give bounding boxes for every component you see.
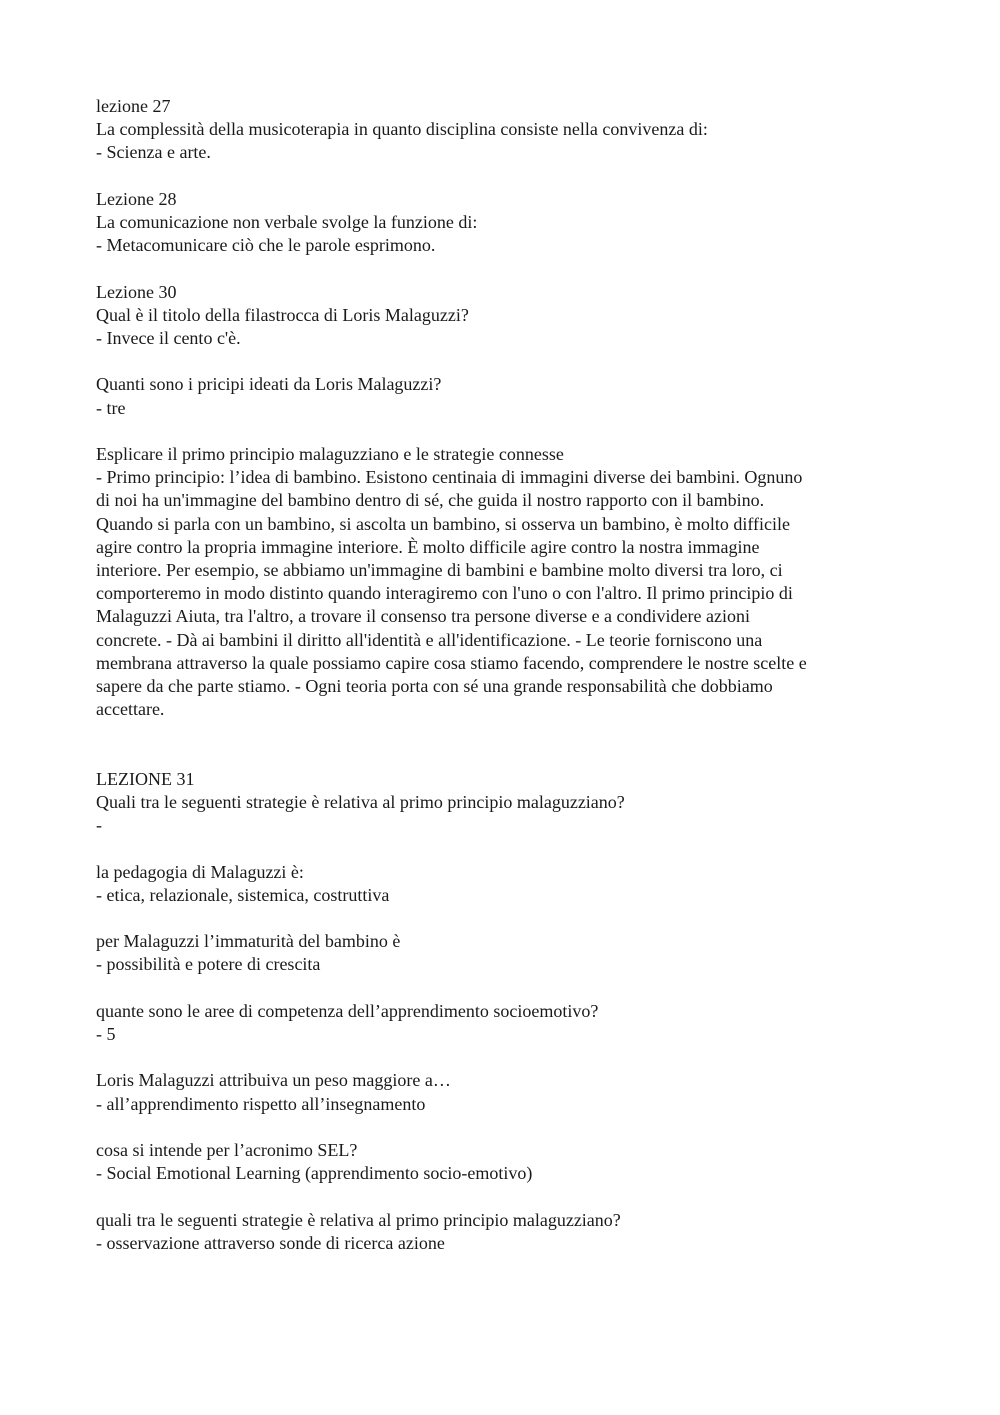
spacer [96,165,902,188]
spacer [96,350,902,373]
question-text: Quali tra le seguenti strategie è relativa al primo principio malaguzziano? [96,792,625,813]
spacer [96,837,902,860]
document-page [96,95,902,1255]
section-lezione-30 [96,281,902,351]
section-immaturita [96,930,902,976]
answer-text: Quando si parla con un bambino, si ascolta un bambino, si osserva un bambino, è molto difficile [96,513,791,534]
question-text: per Malaguzzi l’immaturità del bambino è [96,931,401,952]
lesson-heading: Lezione 30 [96,281,177,302]
question-text: Loris Malaguzzi attribuiva un peso maggiore a… [96,1070,451,1091]
question-text: Qual è il titolo della filastrocca di Loris Malaguzzi? [96,304,469,325]
section-peso-maggiore [96,1069,902,1115]
spacer [96,907,902,930]
spacer [96,721,902,767]
question-text: cosa si intende per l’acronimo SEL? [96,1139,358,1160]
question-text: La complessità della musicoterapia in quanto disciplina consiste nella convivenza di: [96,119,708,140]
answer-text: accettare. [96,699,165,720]
spacer [96,1046,902,1069]
answer-text: - Metacomunicare ciò che le parole esprimono. [96,235,436,256]
section-lezione-31 [96,768,902,838]
section-lezione-28 [96,188,902,258]
answer-text: di noi ha un'immagine del bambino dentro di sé, che guida il nostro rapporto con il bambino. [96,490,765,511]
spacer [96,1116,902,1139]
question-text: Esplicare il primo principio malaguzziano e le strategie connesse [96,443,564,464]
question-text: La comunicazione non verbale svolge la funzione di: [96,212,478,232]
section-principi-count [96,373,902,419]
answer-text: concrete. - Dà ai bambini il diritto all'identità e all'identificazione. - Le teorie forniscono una [96,629,763,650]
spacer [96,1185,902,1208]
question-text: quante sono le aree di competenza dell’apprendimento socioemotivo? [96,1000,599,1021]
answer-text: comporteremo in modo distinto quando interagiremo con l'uno o con l'altro. Il primo principio di [96,583,793,604]
answer-text: - Social Emotional Learning (apprendimento socio-emotivo) [96,1163,533,1184]
answer-text: - tre [96,397,126,418]
answer-text: - [96,815,102,836]
spacer [96,257,902,280]
answer-text: - etica, relazionale, sistemica, costruttiva [96,884,390,905]
answer-text: - all’apprendimento rispetto all’insegnamento [96,1093,426,1114]
section-aree-competenza [96,1000,902,1046]
question-text: la pedagogia di Malaguzzi è: [96,861,304,882]
question-text: Quanti sono i pricipi ideati da Loris Malaguzzi? [96,374,442,395]
section-primo-principio [96,443,902,721]
answer-text: interiore. Per esempio, se abbiamo un'immagine di bambini e bambine molto diversi tra loro, ci [96,560,783,580]
answer-text: agire contro la propria immagine interiore. È molto difficile agire contro la nostra immagine [96,536,760,557]
answer-text: - 5 [96,1024,116,1044]
section-sel [96,1139,902,1185]
section-pedagogia [96,861,902,907]
answer-text: Malaguzzi Aiuta, tra l'altro, a trovare il consenso tra persone diverse e a condividere azioni [96,606,750,627]
answer-text: - Primo principio: l’idea di bambino. Esistono centinaia di immagini diverse dei bambini. Ognuno [96,467,803,488]
section-strategie [96,1209,902,1255]
spacer [96,977,902,1000]
answer-text: sapere da che parte stiamo. - Ogni teoria porta con sé una grande responsabilità che dobbiamo [96,676,773,697]
lesson-heading: Lezione 28 [96,188,177,209]
answer-text: - Scienza e arte. [96,142,211,163]
lesson-heading: LEZIONE 31 [96,768,195,789]
answer-text: - Invece il cento c'è. [96,328,241,348]
answer-text: - osservazione attraverso sonde di ricerca azione [96,1232,445,1253]
lesson-heading: lezione 27 [96,96,171,116]
spacer [96,420,902,443]
answer-text: - possibilità e potere di crescita [96,954,321,975]
section-lezione-27 [96,95,902,165]
question-text: quali tra le seguenti strategie è relativa al primo principio malaguzziano? [96,1209,621,1230]
answer-text: membrana attraverso la quale possiamo capire cosa stiamo facendo, comprendere le nostre scelte e [96,652,807,673]
